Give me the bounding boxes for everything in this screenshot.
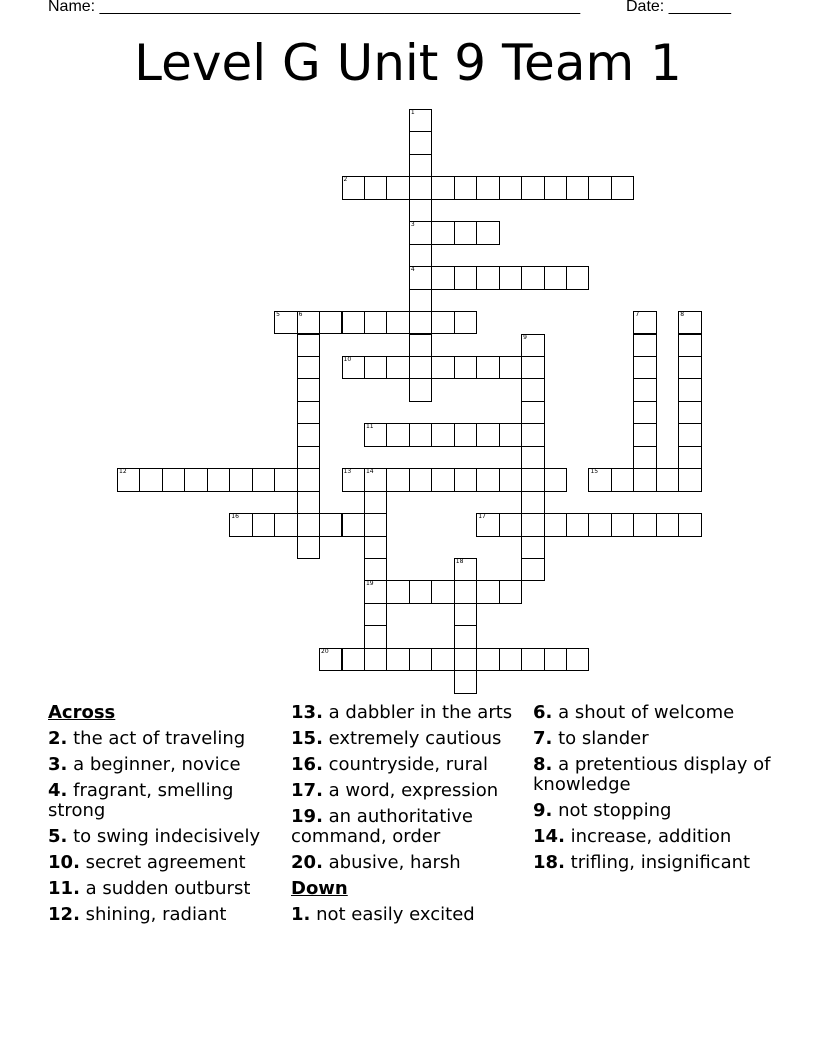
grid-cell[interactable] [454, 558, 477, 581]
grid-cell[interactable] [386, 648, 409, 671]
grid-cell[interactable] [364, 176, 387, 199]
clue-number: 12 [119, 468, 127, 476]
grid-cell[interactable] [297, 536, 320, 559]
grid-cell[interactable] [476, 356, 499, 379]
grid-cell[interactable] [409, 356, 432, 379]
grid-cell[interactable] [499, 423, 522, 446]
clue-across-4: 4. fragrant, smelling strong [48, 780, 234, 821]
grid-cell[interactable] [431, 648, 454, 671]
grid-cell[interactable] [274, 468, 297, 491]
grid-cell[interactable] [386, 176, 409, 199]
grid-cell[interactable] [521, 176, 544, 199]
grid-cell[interactable] [409, 423, 432, 446]
grid-cell[interactable] [521, 513, 544, 536]
clue-number: 3 [410, 221, 415, 229]
grid-cell[interactable] [454, 648, 477, 671]
grid-cell[interactable] [386, 356, 409, 379]
grid-cell[interactable] [633, 334, 656, 357]
grid-cell[interactable] [454, 603, 477, 626]
grid-cell[interactable] [633, 378, 656, 401]
clue-number: 14 [365, 468, 374, 476]
grid-cell[interactable] [409, 468, 432, 491]
clue-across-16: 16. countryside, rural [291, 754, 489, 775]
grid-cell[interactable] [364, 513, 387, 536]
grid-cell[interactable] [274, 513, 297, 536]
grid-cell[interactable] [544, 176, 567, 199]
grid-cell[interactable] [499, 580, 522, 603]
grid-cell[interactable] [342, 311, 365, 334]
clue-across-3: 3. a beginner, novice [48, 754, 241, 775]
grid-cell[interactable] [476, 648, 499, 671]
grid-cell[interactable] [364, 468, 387, 491]
grid-cell[interactable] [521, 401, 544, 424]
grid-cell[interactable] [431, 423, 454, 446]
grid-cell[interactable] [678, 356, 701, 379]
grid-cell[interactable] [499, 266, 522, 289]
grid-cell[interactable] [409, 109, 432, 132]
grid-cell[interactable] [386, 580, 409, 603]
grid-cell[interactable] [364, 625, 387, 648]
grid-cell[interactable] [566, 266, 589, 289]
clue-number: 11 [365, 423, 374, 431]
grid-cell[interactable] [633, 356, 656, 379]
grid-cell[interactable] [319, 648, 342, 671]
clue-number: 8 [680, 311, 685, 319]
grid-cell[interactable] [431, 356, 454, 379]
clues-column-1 [48, 703, 288, 931]
grid-cell[interactable] [454, 266, 477, 289]
grid-cell[interactable] [633, 423, 656, 446]
clues-column-3 [533, 703, 773, 879]
clue-across-20: 20. abusive, harsh [291, 852, 461, 873]
clue-number: 16 [231, 513, 239, 521]
grid-cell[interactable] [364, 491, 387, 514]
grid-cell[interactable] [409, 266, 432, 289]
grid-cell[interactable] [633, 468, 656, 491]
grid-cell[interactable] [431, 468, 454, 491]
grid-cell[interactable] [364, 648, 387, 671]
grid-cell[interactable] [521, 266, 544, 289]
clue-down-6: 6. a shout of welcome [533, 702, 735, 723]
grid-cell[interactable] [454, 423, 477, 446]
grid-cell[interactable] [409, 221, 432, 244]
grid-cell[interactable] [364, 580, 387, 603]
grid-cell[interactable] [342, 356, 365, 379]
grid-cell[interactable] [499, 468, 522, 491]
grid-cell[interactable] [364, 423, 387, 446]
date-line[interactable]: Date: _______ [626, 0, 731, 15]
clue-number: 15 [590, 468, 599, 476]
clue-number: 18 [455, 558, 464, 565]
grid-cell[interactable] [588, 513, 611, 536]
clue-down-8: 8. a pretentious display of knowledge [533, 754, 771, 795]
grid-cell[interactable] [409, 648, 432, 671]
grid-cell[interactable] [386, 311, 409, 334]
grid-cell[interactable] [656, 513, 679, 536]
grid-cell[interactable] [521, 334, 544, 357]
grid-cell[interactable] [409, 334, 432, 357]
clue-across-10: 10. secret agreement [48, 852, 246, 873]
clue-number: 2 [343, 176, 348, 184]
grid-cell[interactable] [454, 311, 477, 334]
grid-cell[interactable] [521, 648, 544, 671]
grid-cell[interactable] [633, 513, 656, 536]
grid-cell[interactable] [499, 176, 522, 199]
grid-cell[interactable] [297, 378, 320, 401]
grid-cell[interactable] [297, 334, 320, 357]
grid-cell[interactable] [678, 423, 701, 446]
grid-cell[interactable] [409, 244, 432, 267]
grid-cell[interactable] [386, 423, 409, 446]
grid-cell[interactable] [454, 580, 477, 603]
grid-cell[interactable] [207, 468, 230, 491]
grid-cell[interactable] [566, 176, 589, 199]
grid-cell[interactable] [297, 468, 320, 491]
grid-cell[interactable] [252, 513, 275, 536]
grid-cell[interactable] [678, 446, 701, 469]
grid-cell[interactable] [544, 266, 567, 289]
grid-cell[interactable] [364, 356, 387, 379]
grid-cell[interactable] [409, 131, 432, 154]
grid-cell[interactable] [184, 468, 207, 491]
grid-cell[interactable] [611, 176, 634, 199]
grid-cell[interactable] [476, 513, 499, 536]
grid-cell[interactable] [454, 625, 477, 648]
grid-cell[interactable] [431, 221, 454, 244]
grid-cell[interactable] [431, 176, 454, 199]
grid-cell[interactable] [476, 468, 499, 491]
grid-cell[interactable] [342, 648, 365, 671]
grid-cell[interactable] [297, 423, 320, 446]
grid-cell[interactable] [252, 468, 275, 491]
clue-down-1: 1. not easily excited [291, 904, 475, 925]
grid-cell[interactable] [117, 468, 140, 491]
puzzle-title: Level G Unit 9 Team 1 [134, 34, 682, 92]
grid-cell[interactable] [431, 580, 454, 603]
clue-number: 20 [321, 647, 329, 655]
clue-number: 6 [298, 311, 303, 319]
clues-column-2 [291, 703, 531, 931]
grid-cell[interactable] [678, 468, 701, 491]
grid-cell[interactable] [499, 513, 522, 536]
clue-across-13: 13. a dabbler in the arts [291, 702, 513, 723]
grid-cell[interactable] [297, 356, 320, 379]
grid-cell[interactable] [364, 603, 387, 626]
clue-number: 19 [365, 580, 374, 588]
clue-number: 9 [523, 333, 527, 341]
grid-cell[interactable] [588, 468, 611, 491]
grid-cell[interactable] [297, 491, 320, 514]
grid-cell[interactable] [431, 266, 454, 289]
grid-cell[interactable] [476, 580, 499, 603]
grid-cell[interactable] [611, 468, 634, 491]
grid-cell[interactable] [139, 468, 162, 491]
clue-down-9: 9. not stopping [533, 800, 672, 821]
grid-cell[interactable] [319, 311, 342, 334]
grid-cell[interactable] [499, 356, 522, 379]
grid-cell[interactable] [386, 468, 409, 491]
grid-cell[interactable] [297, 311, 320, 334]
clue-number: 7 [635, 311, 640, 319]
grid-cell[interactable] [678, 378, 701, 401]
clue-across-15: 15. extremely cautious [291, 728, 502, 749]
grid-cell[interactable] [342, 468, 365, 491]
grid-cell[interactable] [678, 334, 701, 357]
clue-number: 10 [343, 355, 352, 363]
grid-cell[interactable] [229, 513, 252, 536]
grid-cell[interactable] [678, 513, 701, 536]
clue-across-12: 12. shining, radiant [48, 904, 227, 925]
clue-number: 17 [478, 513, 486, 521]
down-heading: Down [291, 878, 348, 899]
grid-cell[interactable] [521, 468, 544, 491]
clue-down-7: 7. to slander [533, 728, 649, 749]
grid-cell[interactable] [454, 176, 477, 199]
grid-cell[interactable] [409, 154, 432, 177]
grid-cell[interactable] [454, 670, 477, 693]
grid-cell[interactable] [566, 513, 589, 536]
grid-cell[interactable] [409, 311, 432, 334]
grid-cell[interactable] [633, 446, 656, 469]
grid-cell[interactable] [566, 648, 589, 671]
grid-cell[interactable] [319, 513, 342, 536]
grid-cell[interactable] [454, 221, 477, 244]
clue-number: 4 [410, 266, 415, 274]
grid-cell[interactable] [476, 176, 499, 199]
name-line[interactable]: Name: ______________________________________________________ [48, 0, 581, 15]
grid-cell[interactable] [544, 468, 567, 491]
grid-cell[interactable] [342, 513, 365, 536]
grid-cell[interactable] [633, 401, 656, 424]
grid-cell[interactable] [297, 446, 320, 469]
grid-cell[interactable] [521, 446, 544, 469]
clue-number: 13 [343, 468, 352, 476]
grid-cell[interactable] [409, 199, 432, 222]
grid-cell[interactable] [544, 648, 567, 671]
grid-cell[interactable] [633, 311, 656, 334]
clue-number: 5 [276, 311, 280, 319]
grid-cell[interactable] [499, 648, 522, 671]
clue-across-5: 5. to swing indecisively [48, 826, 261, 847]
grid-cell[interactable] [476, 266, 499, 289]
grid-cell[interactable] [521, 423, 544, 446]
grid-cell[interactable] [521, 536, 544, 559]
grid-cell[interactable] [521, 491, 544, 514]
grid-cell[interactable] [409, 176, 432, 199]
clue-down-14: 14. increase, addition [533, 826, 732, 847]
clue-across-11: 11. a sudden outburst [48, 878, 251, 899]
grid-cell[interactable] [364, 536, 387, 559]
grid-cell[interactable] [656, 468, 679, 491]
grid-cell[interactable] [297, 513, 320, 536]
grid-cell[interactable] [521, 378, 544, 401]
grid-cell[interactable] [454, 468, 477, 491]
grid-cell[interactable] [476, 221, 499, 244]
grid-cell[interactable] [364, 558, 387, 581]
across-heading: Across [48, 702, 116, 723]
grid-cell[interactable] [544, 513, 567, 536]
grid-cell[interactable] [431, 311, 454, 334]
grid-cell[interactable] [274, 311, 297, 334]
grid-cell[interactable] [454, 356, 477, 379]
grid-cell[interactable] [611, 513, 634, 536]
grid-cell[interactable] [476, 423, 499, 446]
grid-cell[interactable] [409, 378, 432, 401]
clue-across-19: 19. an authoritative command, order [291, 806, 473, 847]
grid-cell[interactable] [678, 311, 701, 334]
grid-cell[interactable] [521, 356, 544, 379]
grid-cell[interactable] [678, 401, 701, 424]
grid-cell[interactable] [409, 580, 432, 603]
grid-cell[interactable] [409, 289, 432, 312]
grid-cell[interactable] [588, 176, 611, 199]
clue-across-2: 2. the act of traveling [48, 728, 246, 749]
clue-number: 1 [410, 109, 415, 116]
clue-across-17: 17. a word, expression [291, 780, 499, 801]
clue-down-18: 18. trifling, insignificant [533, 852, 751, 873]
grid-cell[interactable] [342, 176, 365, 199]
grid-cell[interactable] [364, 311, 387, 334]
grid-cell[interactable] [229, 468, 252, 491]
grid-cell[interactable] [297, 401, 320, 424]
grid-cell[interactable] [521, 558, 544, 581]
grid-cell[interactable] [162, 468, 185, 491]
